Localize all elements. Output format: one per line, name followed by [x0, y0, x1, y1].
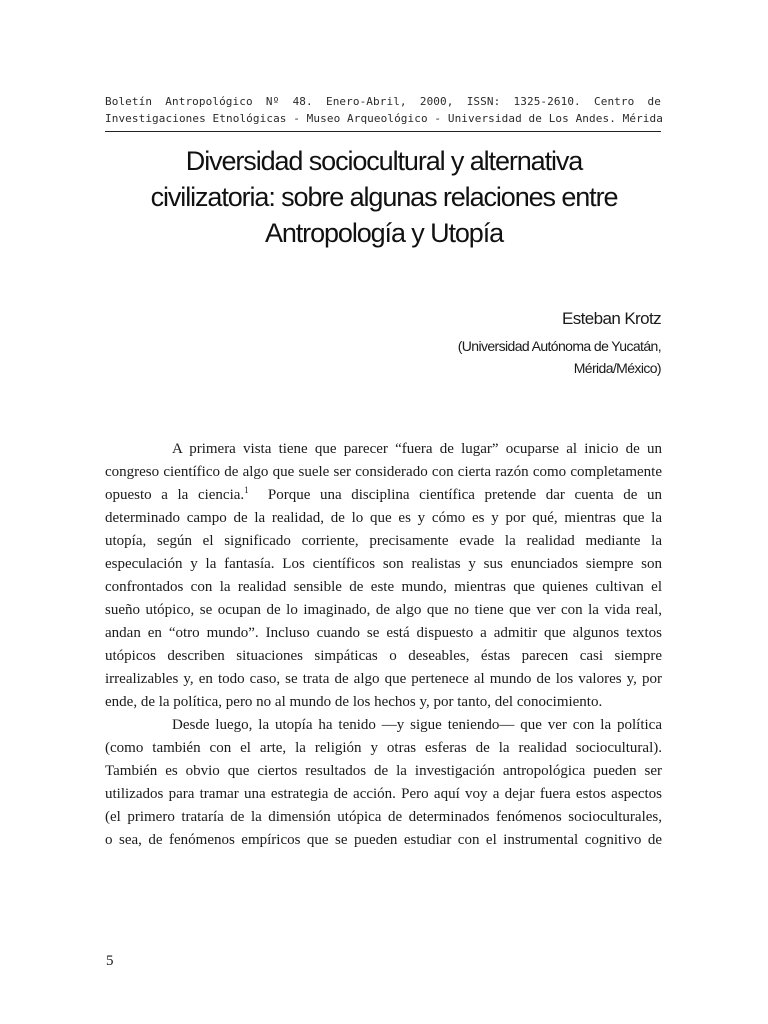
paragraph-1	[105, 438, 662, 714]
body-line: especulación y la fantasía. Los científicos son realistas y sus enunciados siempre son	[105, 556, 662, 572]
body-line: ende, de la política, pero no al mundo de los hechos y, por tanto, del conocimiento.	[105, 694, 603, 710]
body-line: irrealizables y, en todo caso, se trata de algo que pertenece al mundo de los valores y, por	[105, 671, 662, 687]
article-title-line-3: Antropología y Utopía	[264, 218, 504, 248]
author-block	[458, 307, 661, 379]
body-line: A primera vista tiene que parecer “fuera de lugar” ocuparse al inicio de un	[172, 441, 662, 457]
author-affiliation-line-1: (Universidad Autónoma de Yucatán,	[457, 338, 661, 354]
body-line: (el primero trataría de la dimensión utópica de determinados fenómenos socioculturales,	[105, 809, 662, 825]
paragraph-2	[105, 714, 662, 852]
body-line: (como también con el arte, la religión y otras esferas de la realidad sociocultural).	[105, 740, 662, 756]
article-title-line-1: Diversidad sociocultural y alternativa	[185, 146, 583, 176]
body-line: utopía, según el significado corriente, precisamente evade la realidad mediante la	[105, 533, 662, 549]
body-line: utópicos describen situaciones simpáticas o deseables, éstas parecen casi siempre	[105, 648, 662, 664]
journal-header	[105, 93, 661, 132]
body-line: utilizados para tramar una estrategia de acción. Pero aquí voy a dejar fuera estos aspectos	[105, 786, 662, 802]
body-line: También es obvio que ciertos resultados de la investigación antropológica pueden ser	[105, 763, 662, 779]
body-line-fragment: opuesto a la ciencia.	[105, 487, 245, 503]
journal-header-line-1: Boletín Antropológico Nº 48. Enero-Abril, 2000, ISSN: 1325-2610. Centro de	[105, 95, 661, 108]
page-number: 5	[106, 953, 114, 969]
article-title	[60, 143, 708, 251]
body-line: o sea, de fenómenos empíricos que se pueden estudiar con el instrumental cognitivo de	[105, 832, 662, 848]
body-line-fragment: Porque una disciplina científica pretende dar cuenta de un	[267, 487, 662, 503]
journal-header-line-2: Investigaciones Etnológicas - Museo Arqueológico - Universidad de Los Andes. Mérida	[105, 112, 663, 125]
body-line: determinado campo de la realidad, de lo que es y cómo es y por qué, mientras que la	[105, 510, 662, 526]
article-title-line-2: civilizatoria: sobre algunas relaciones entre	[150, 182, 618, 212]
article-body	[105, 438, 662, 852]
body-line: Desde luego, la utopía ha tenido —y sigue teniendo— que ver con la política	[172, 717, 662, 733]
author-name: Esteban Krotz	[562, 309, 661, 328]
footnote-marker[interactable]: 1	[244, 485, 249, 495]
author-affiliation-line-2: Mérida/México)	[573, 360, 661, 376]
body-line: sueño utópico, se ocupan de lo imaginado, de algo que no tiene que ver con la vida real,	[105, 602, 662, 618]
body-line: andan en “otro mundo”. Incluso cuando se está dispuesto a admitir que algunos textos	[105, 625, 662, 641]
body-line: congreso científico de algo que suele ser considerado con cierta razón como completamente	[105, 464, 662, 480]
body-line-with-footnote	[105, 484, 662, 507]
body-line: confrontados con la realidad sensible de este mundo, mientras que quienes cultivan el	[105, 579, 662, 595]
